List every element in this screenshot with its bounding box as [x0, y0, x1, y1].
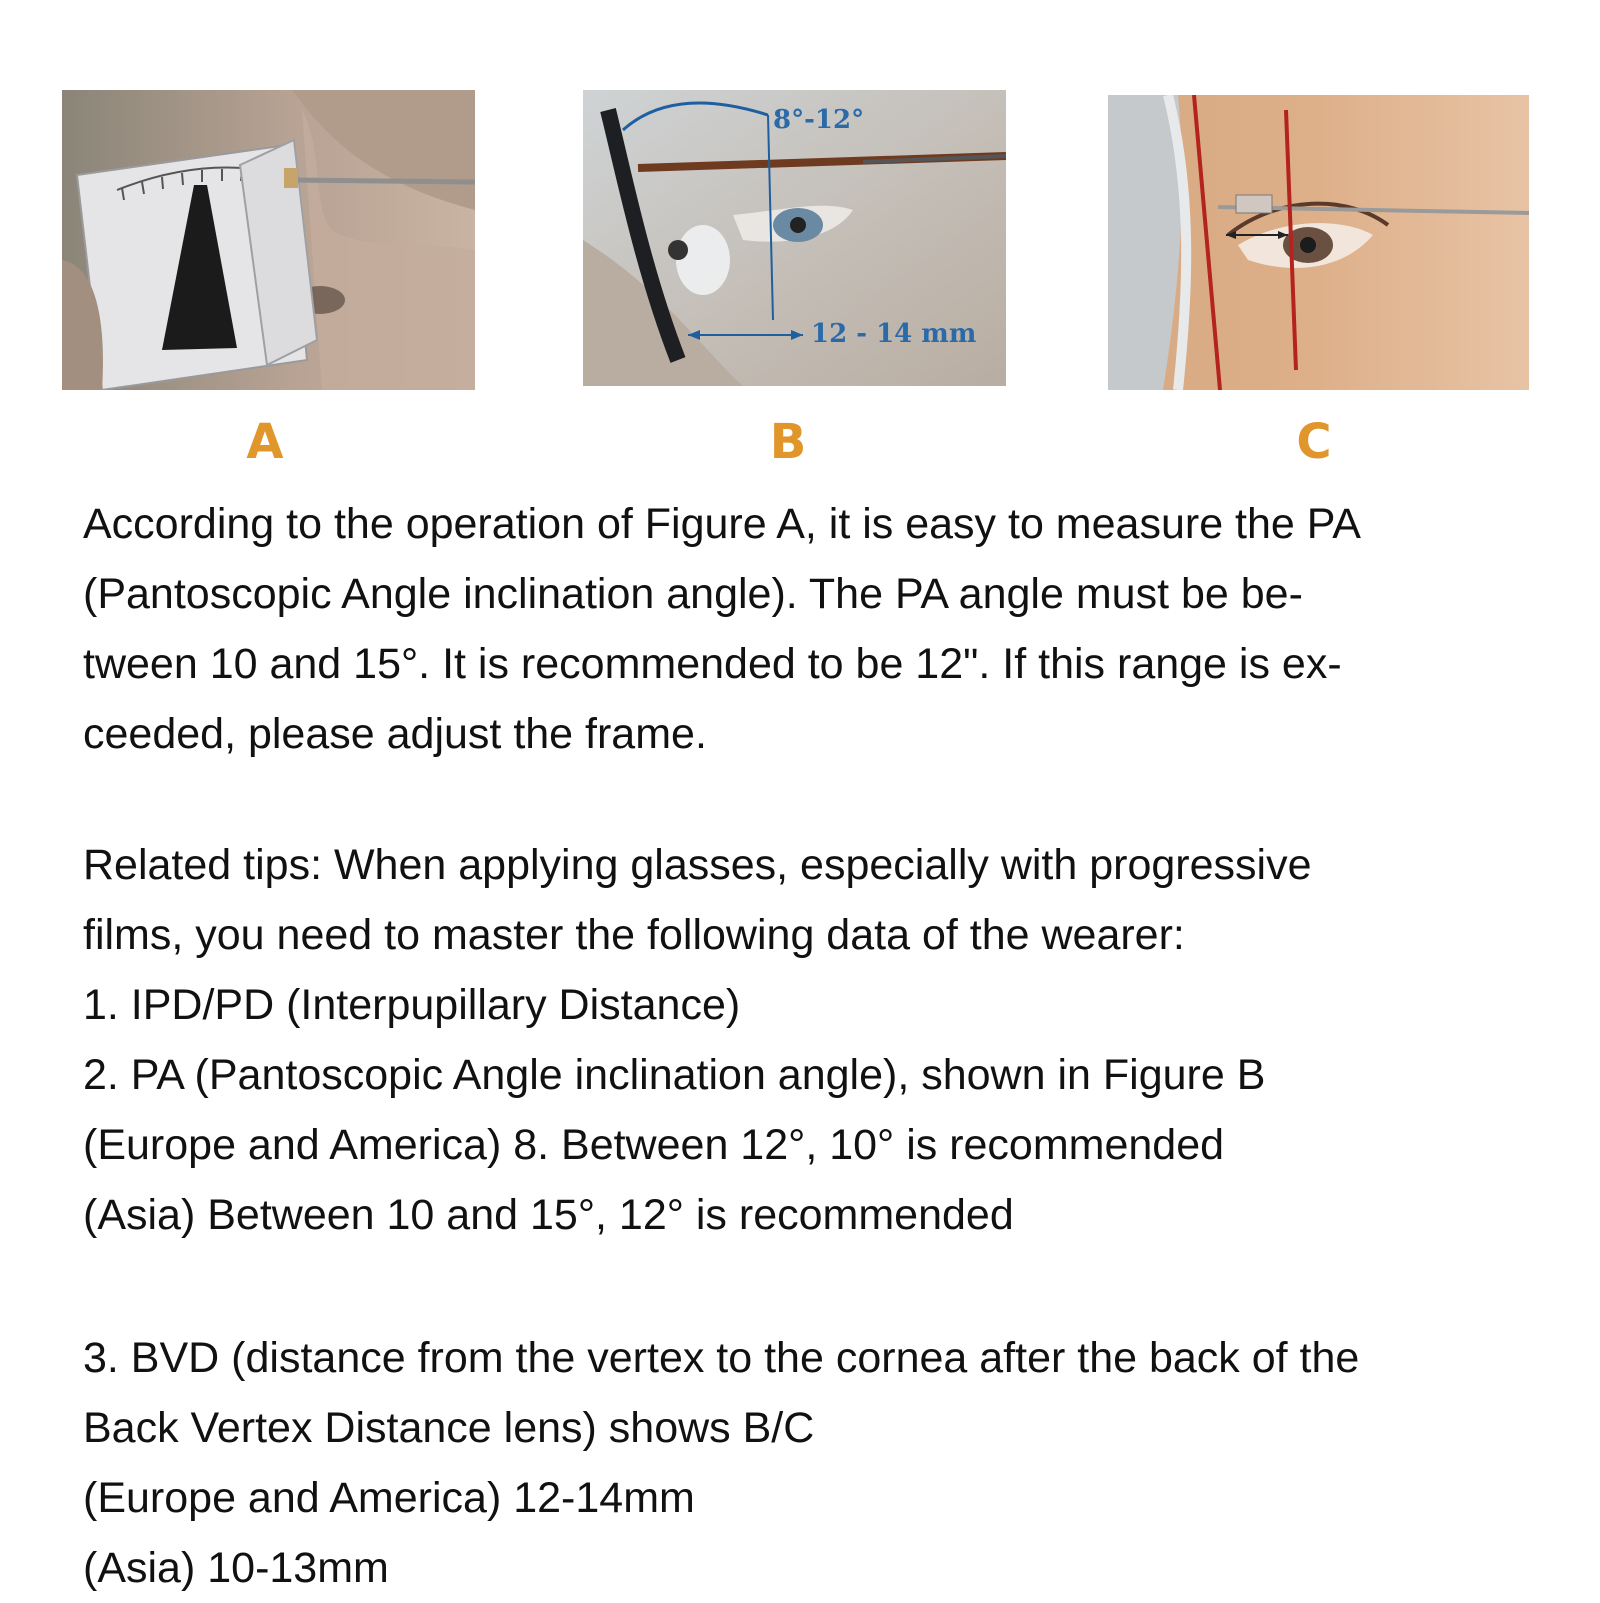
text-line: tween 10 and 15°. It is recommended to be 12". If this range is ex-	[83, 640, 1342, 688]
list-item: 2. PA (Pantoscopic Angle inclination angle), shown in Figure B	[83, 1051, 1266, 1099]
text-line: (Asia) 10-13mm	[83, 1544, 389, 1592]
text-line: (Pantoscopic Angle inclination angle). The PA angle must be be-	[83, 570, 1303, 618]
figure-b-photo	[583, 90, 1006, 386]
figure-c-label: C	[1296, 414, 1332, 470]
distance-label: 12 - 14 mm	[811, 319, 977, 349]
text-line: films, you need to master the following data of the wearer:	[83, 911, 1185, 959]
text-line: According to the operation of Figure A, it is easy to measure the PA	[83, 500, 1361, 548]
figure-c-photo	[1108, 95, 1529, 390]
intro-paragraph	[83, 489, 1553, 769]
text-line: Related tips: When applying glasses, especially with progressive	[83, 841, 1312, 889]
tips-paragraph	[83, 830, 1553, 1250]
text-line: (Europe and America) 12-14mm	[83, 1474, 695, 1522]
text-line: Back Vertex Distance lens) shows B/C	[83, 1404, 815, 1452]
list-item: 3. BVD (distance from the vertex to the cornea after the back of the	[83, 1334, 1360, 1382]
figure-a-photo	[62, 90, 475, 390]
text-line: ceeded, please adjust the frame.	[83, 710, 707, 758]
text-line: (Europe and America) 8. Between 12°, 10° is recommended	[83, 1121, 1225, 1169]
angle-label: 8°-12°	[773, 105, 865, 135]
list-item: 1. IPD/PD (Interpupillary Distance)	[83, 981, 741, 1029]
figure-b-label: B	[769, 414, 807, 470]
bvd-paragraph	[83, 1323, 1553, 1603]
text-line: (Asia) Between 10 and 15°, 12° is recommended	[83, 1191, 1014, 1239]
figure-a-label: A	[246, 414, 284, 470]
